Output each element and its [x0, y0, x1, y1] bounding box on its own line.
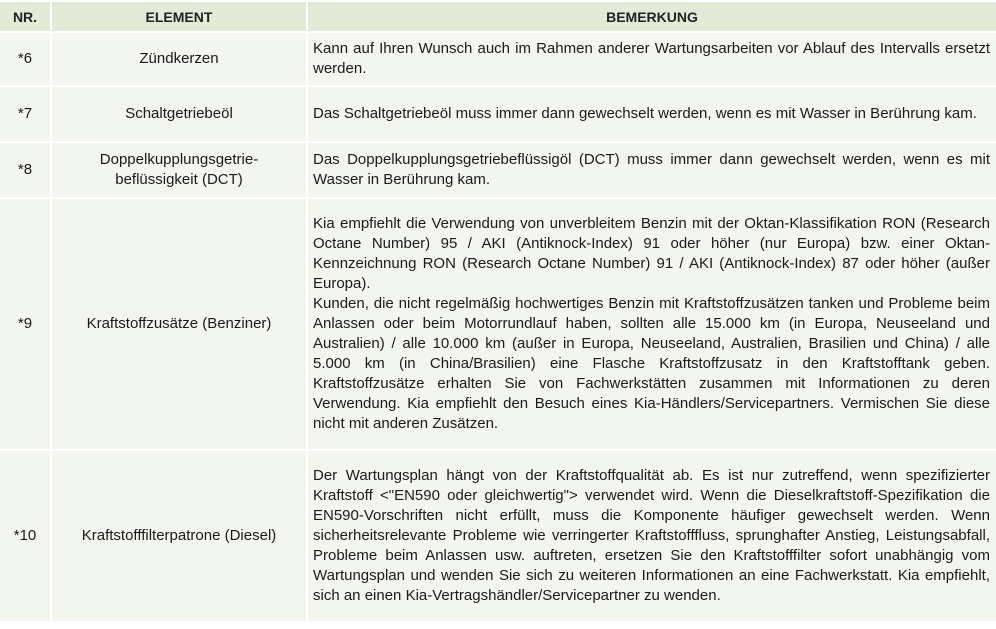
bemerkung-paragraph: Kunden, die nicht regelmäßig hochwertiges Benzin mit Kraftstoffzusätzen tanken und Probleme beim Anlassen oder beim Motorrundlauf haben, sollten alle 15.000 km (in Europa, Neuseeland und Australien) / alle 10.000 km (außer in Europa, Neuseeland, Australien, Brasilien und China) / alle 5.000 km (in China/Brasilien) eine Flasche Kraftstoffzusatz in den Kraftstofftank geben. Kraftstoffzusätze erhalten Sie von Fachwerkstätten zusammen mit Informationen zu deren Verwendung. Kia empfiehlt den Besuch eines Kia-Händlers/Servicepartners. Vermischen Sie diese nicht mit anderen Zusätzen.: [313, 295, 990, 432]
row-bemerkung: [308, 199, 996, 449]
row-nr: *8: [0, 143, 52, 197]
row-bemerkung: [308, 33, 996, 85]
table-row: [0, 143, 996, 197]
header-nr: NR.: [0, 2, 52, 31]
row-bemerkung: [308, 87, 996, 141]
bemerkung-paragraph: Kann auf Ihren Wunsch auch im Rahmen anderer Wartungsarbeiten vor Ablauf des Intervalls ersetzt werden.: [313, 40, 990, 77]
table-row: [0, 87, 996, 141]
row-nr: *10: [0, 451, 52, 621]
row-element: Kraftstoffzusätze (Benziner): [52, 199, 308, 449]
row-bemerkung: [308, 451, 996, 621]
row-element: Kraftstofffilterpatrone (Diesel): [52, 451, 308, 621]
row-nr: *7: [0, 87, 52, 141]
row-nr: *9: [0, 199, 52, 449]
row-bemerkung: [308, 143, 996, 197]
table-row: [0, 33, 996, 85]
table-row: [0, 451, 996, 621]
header-element: ELEMENT: [52, 2, 308, 31]
row-element: Doppelkupplungsgetrie-beflüssigkeit (DCT): [52, 143, 308, 197]
bemerkung-paragraph: Das Doppelkupplungsgetriebeflüssigöl (DCT) muss immer dann gewechselt werden, wenn es mit Wasser in Berührung kam.: [313, 151, 990, 188]
row-nr: *6: [0, 33, 52, 85]
row-element: Schaltgetriebeöl: [52, 87, 308, 141]
header-bemerkung: BEMERKUNG: [308, 2, 996, 31]
bemerkung-paragraph: Kia empfiehlt die Verwendung von unverbleitem Benzin mit der Oktan-Klassifikation RON (Research Octane Number) 95 / AKI (Antiknock-Index) 91 oder höher (nur Europa) bzw. einer Oktan-Kennzeichnung RON (Research Octane Number) 91 / AKI (Antiknock-Index) 87 oder höher (außer Europa).: [313, 215, 990, 292]
bemerkung-paragraph: Der Wartungsplan hängt von der Kraftstoffqualität ab. Es ist nur zutreffend, wenn spezifizierter Kraftstoff <"EN590 oder gleichwertig"> verwendet wird. Wenn die Dieselkraftstoff-Spezifikation die EN590-Vorschriften nicht erfüllt, muss die Komponente häufiger gewechselt werden. Wenn sicherheitsrelevante Probleme wie verringerter Kraftstofffluss, sprunghafter Anstieg, Leistungsabfall, Probleme beim Anlassen usw. auftreten, ersetzen Sie den Kraftstofffilter sofort unabhängig vom Wartungsplan und wenden Sie sich zu weiteren Informationen an eine Fachwerkstatt. Kia empfiehlt, sich an einen Kia-Vertragshändler/Servicepartner zu wenden.: [313, 467, 990, 604]
bemerkung-paragraph: Das Schaltgetriebeöl muss immer dann gewechselt werden, wenn es mit Wasser in Berührung kam.: [313, 105, 977, 122]
table-row: [0, 199, 996, 449]
row-element: Zündkerzen: [52, 33, 308, 85]
table-header-row: [0, 2, 996, 31]
